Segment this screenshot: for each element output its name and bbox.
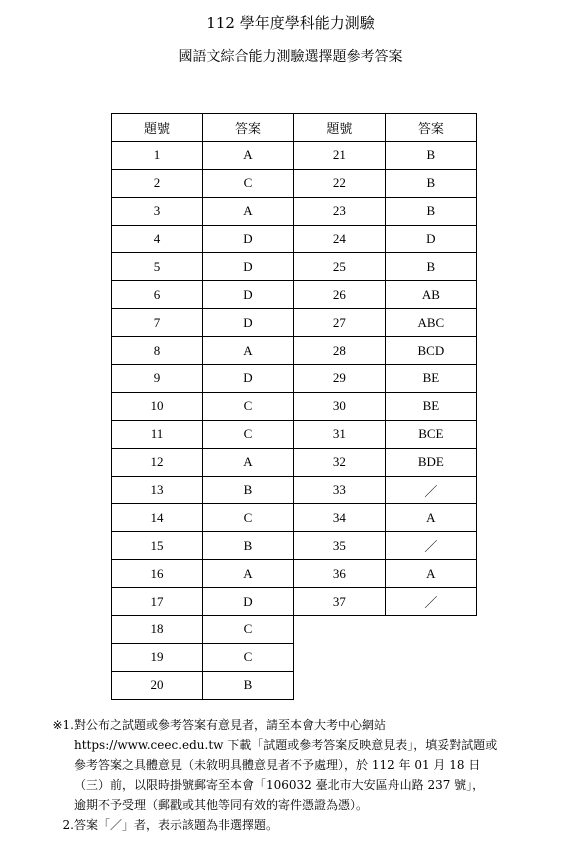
question-number-cell: 19 xyxy=(112,643,203,671)
answer-cell: B xyxy=(203,532,294,560)
note-1-line: （三）前，以限時掛號郵寄至本會「106032 臺北市大安區舟山路 237 號」， xyxy=(74,778,485,792)
table-row xyxy=(294,337,477,365)
note-1-line: 對公布之試題或參考答案有意見者，請至本會大考中心網站 xyxy=(74,718,387,732)
question-number-cell: 36 xyxy=(294,560,385,588)
question-number-cell: 7 xyxy=(112,309,203,337)
answer-cell: D xyxy=(203,253,294,281)
table-row xyxy=(294,141,477,169)
answer-cell: D xyxy=(203,281,294,309)
table-row xyxy=(112,504,294,532)
note-1 xyxy=(36,715,556,735)
table-row xyxy=(112,337,294,365)
answer-cell: D xyxy=(203,365,294,393)
question-number-cell: 28 xyxy=(294,337,385,365)
table-row xyxy=(112,281,294,309)
table-row xyxy=(294,169,477,197)
question-number-cell: 2 xyxy=(112,169,203,197)
answer-cell: BDE xyxy=(385,448,476,476)
note-2-text: 答案「／」者，表示該題為非選擇題。 xyxy=(74,818,279,832)
question-number-cell: 10 xyxy=(112,392,203,420)
answer-cell: A xyxy=(203,448,294,476)
question-number-cell: 14 xyxy=(112,504,203,532)
answer-header: 答案 xyxy=(385,114,476,142)
note-1-line: 參考答案之具體意見（未敘明具體意見者不予處理），於 112 年 01 月 18 日 xyxy=(74,758,481,772)
table-row xyxy=(112,532,294,560)
question-number-cell: 5 xyxy=(112,253,203,281)
answer-cell: D xyxy=(203,309,294,337)
table-row xyxy=(112,420,294,448)
question-number-cell: 35 xyxy=(294,532,385,560)
note-1-line: https://www.ceec.edu.tw 下載「試題或參考答案反映意見表」，填妥對試題或 xyxy=(74,738,498,752)
table-row xyxy=(294,504,477,532)
table-row xyxy=(112,616,294,644)
question-number-cell: 37 xyxy=(294,588,385,616)
question-number-cell: 20 xyxy=(112,671,203,699)
table-row xyxy=(112,671,294,699)
question-number-cell: 8 xyxy=(112,337,203,365)
table-row xyxy=(112,643,294,671)
table-row xyxy=(294,253,477,281)
table-row xyxy=(112,169,294,197)
table-row xyxy=(112,588,294,616)
answer-key-subtitle: 國語文綜合能力測驗選擇題參考答案 xyxy=(178,49,403,65)
table-row xyxy=(294,476,477,504)
answer-cell: A xyxy=(203,141,294,169)
answer-cell: A xyxy=(203,197,294,225)
answer-cell: BE xyxy=(385,392,476,420)
table-row xyxy=(294,420,477,448)
question-number-cell: 15 xyxy=(112,532,203,560)
answer-cell: ／ xyxy=(385,476,476,504)
table-row xyxy=(112,560,294,588)
question-number-cell: 18 xyxy=(112,616,203,644)
table-row xyxy=(294,225,477,253)
notes-section xyxy=(36,715,556,835)
answer-header: 答案 xyxy=(203,114,294,142)
answer-cell: D xyxy=(385,225,476,253)
question-number-cell: 3 xyxy=(112,197,203,225)
question-number-cell: 30 xyxy=(294,392,385,420)
question-number-cell: 6 xyxy=(112,281,203,309)
question-number-cell: 16 xyxy=(112,560,203,588)
answer-cell: A xyxy=(203,560,294,588)
table-row xyxy=(112,309,294,337)
note-2 xyxy=(36,815,556,835)
answer-cell: B xyxy=(203,476,294,504)
answer-cell: B xyxy=(385,169,476,197)
table-row xyxy=(112,253,294,281)
table-row xyxy=(112,392,294,420)
question-number-header: 題號 xyxy=(112,114,203,142)
note-1-marker: ※1. xyxy=(52,718,74,732)
question-number-cell: 21 xyxy=(294,141,385,169)
question-number-cell: 9 xyxy=(112,365,203,393)
question-number-cell: 24 xyxy=(294,225,385,253)
answer-cell: C xyxy=(203,169,294,197)
table-row xyxy=(112,141,294,169)
question-number-cell: 13 xyxy=(112,476,203,504)
answer-cell: BCD xyxy=(385,337,476,365)
table-row xyxy=(112,225,294,253)
table-row xyxy=(294,392,477,420)
question-number-cell: 4 xyxy=(112,225,203,253)
question-number-cell: 26 xyxy=(294,281,385,309)
table-row xyxy=(294,365,477,393)
header-row xyxy=(112,114,294,142)
question-number-cell: 33 xyxy=(294,476,385,504)
question-number-header: 題號 xyxy=(294,114,385,142)
table-row xyxy=(294,588,477,616)
question-number-cell: 12 xyxy=(112,448,203,476)
answer-cell: C xyxy=(203,504,294,532)
question-number-cell: 23 xyxy=(294,197,385,225)
answer-cell: ／ xyxy=(385,588,476,616)
table-row xyxy=(294,309,477,337)
answer-cell: B xyxy=(203,671,294,699)
table-row xyxy=(112,365,294,393)
header-row xyxy=(294,114,477,142)
table-row xyxy=(294,448,477,476)
answer-cell: C xyxy=(203,616,294,644)
answer-cell: BE xyxy=(385,365,476,393)
answer-cell: A xyxy=(203,337,294,365)
answer-cell: ABC xyxy=(385,309,476,337)
answer-table-right xyxy=(294,113,477,616)
answer-cell: A xyxy=(385,560,476,588)
question-number-cell: 29 xyxy=(294,365,385,393)
answer-cell: D xyxy=(203,225,294,253)
question-number-cell: 32 xyxy=(294,448,385,476)
note-1-line: 逾期不予受理（郵戳或其他等同有效的寄件憑證為憑）。 xyxy=(74,798,369,812)
table-row xyxy=(294,197,477,225)
answer-cell: B xyxy=(385,141,476,169)
answer-cell: AB xyxy=(385,281,476,309)
answer-cell: B xyxy=(385,197,476,225)
question-number-cell: 27 xyxy=(294,309,385,337)
question-number-cell: 11 xyxy=(112,420,203,448)
table-row xyxy=(294,281,477,309)
question-number-cell: 31 xyxy=(294,420,385,448)
answer-cell: BCE xyxy=(385,420,476,448)
question-number-cell: 1 xyxy=(112,141,203,169)
question-number-cell: 22 xyxy=(294,169,385,197)
table-row xyxy=(112,476,294,504)
question-number-cell: 17 xyxy=(112,588,203,616)
answer-cell: C xyxy=(203,392,294,420)
note-2-marker: 2. xyxy=(62,818,74,832)
answer-cell: ／ xyxy=(385,532,476,560)
table-row xyxy=(112,448,294,476)
table-row xyxy=(112,197,294,225)
answer-cell: D xyxy=(203,588,294,616)
table-row xyxy=(294,532,477,560)
answer-cell: B xyxy=(385,253,476,281)
table-row xyxy=(294,560,477,588)
answer-cell: C xyxy=(203,420,294,448)
question-number-cell: 34 xyxy=(294,504,385,532)
question-number-cell: 25 xyxy=(294,253,385,281)
answer-cell: C xyxy=(203,643,294,671)
exam-title: 112 學年度學科能力測驗 xyxy=(206,14,375,32)
answer-cell: A xyxy=(385,504,476,532)
answer-table-left xyxy=(111,113,294,700)
